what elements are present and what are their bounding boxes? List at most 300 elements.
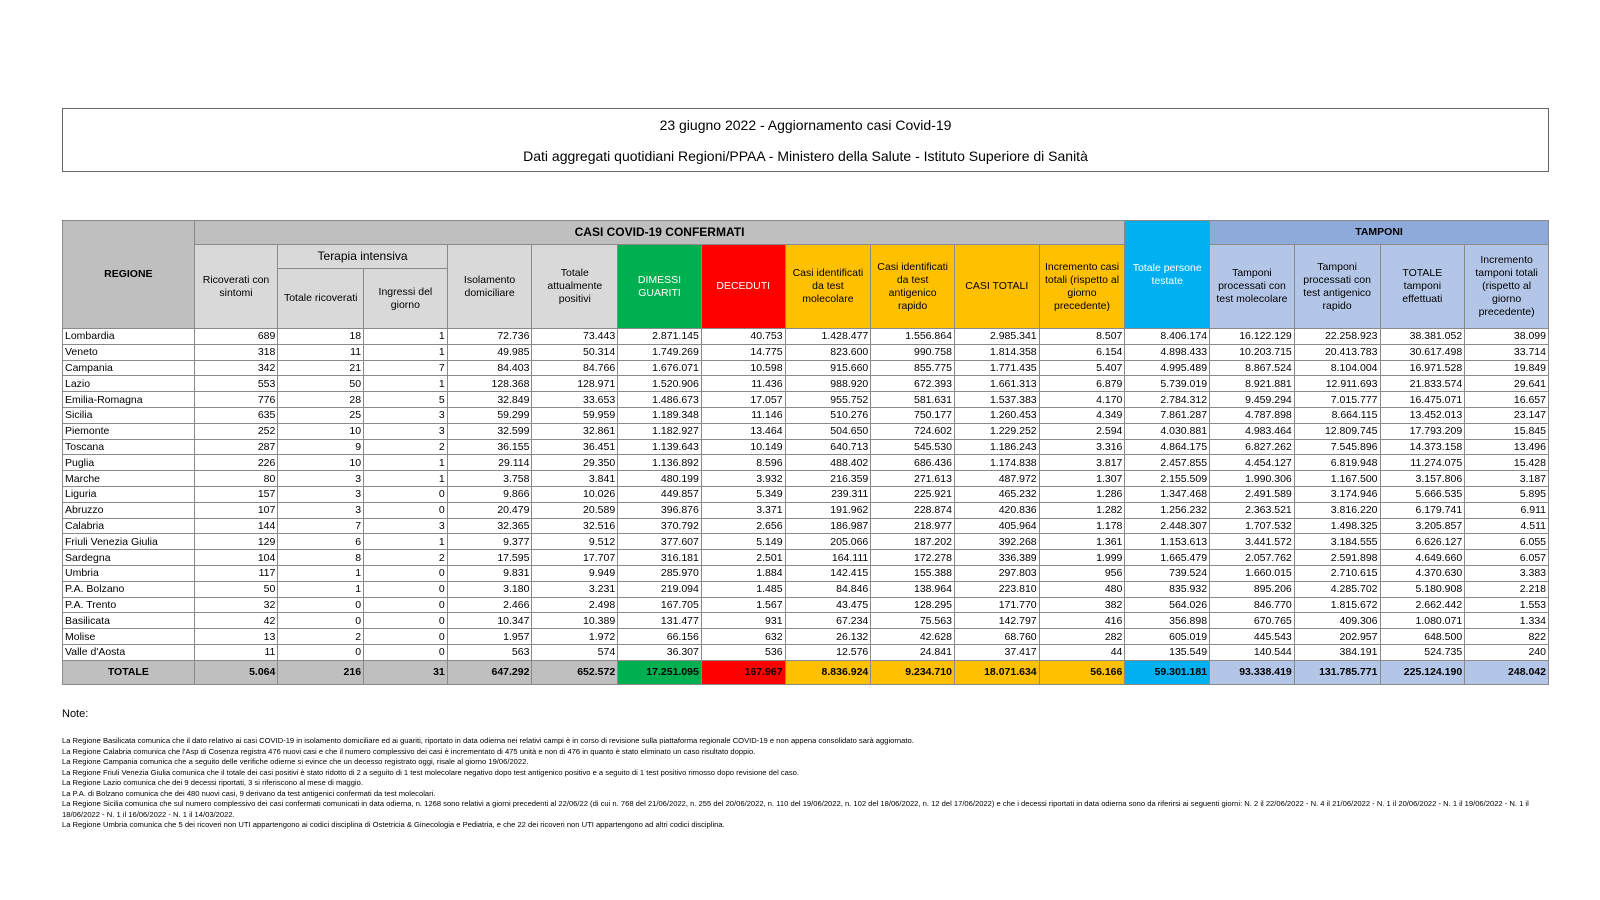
table-cell: 17.057 [701,392,785,408]
table-cell: 172.278 [871,550,955,566]
table-cell: 487.972 [954,471,1039,487]
table-row [63,407,1549,423]
table-cell: 581.631 [871,392,955,408]
region-cell: Piemonte [63,423,195,439]
table-cell: 3.316 [1039,439,1125,455]
table-cell: 26.132 [785,629,871,645]
table-cell: 8 [278,550,364,566]
table-cell: 835.932 [1125,581,1210,597]
table-cell: 3 [278,486,364,502]
table-cell: 316.181 [618,550,702,566]
table-cell: 68.760 [954,629,1039,645]
table-cell: 10.347 [447,613,532,629]
table-row [63,344,1549,360]
table-cell: 59.959 [532,407,618,423]
table-cell: 226 [194,455,278,471]
table-cell: 18 [278,329,364,345]
table-cell: 3.383 [1465,565,1549,581]
table-cell: 8.867.524 [1210,360,1295,376]
table-cell: 445.543 [1210,629,1295,645]
table-cell: 3.231 [532,581,618,597]
table-cell: 465.232 [954,486,1039,502]
table-cell: 1.189.348 [618,407,702,423]
table-cell: 739.524 [1125,565,1210,581]
table-cell: 988.920 [785,376,871,392]
table-cell: 1.347.468 [1125,486,1210,502]
region-cell: Campania [63,360,195,376]
note-line: La Regione Campania comunica che a seguito delle verifiche odierne si evince che un decesso registrato oggi, risale al giorno 19/06/2022. [62,757,529,766]
table-cell: 2.501 [701,550,785,566]
table-cell: 1.485 [701,581,785,597]
table-cell: 66.156 [618,629,702,645]
table-cell: 16.122.129 [1210,329,1295,345]
table-cell: 370.792 [618,518,702,534]
table-cell: 219.094 [618,581,702,597]
table-cell: 5.407 [1039,360,1125,376]
region-cell: Veneto [63,344,195,360]
table-cell: 2.662.442 [1380,597,1465,613]
table-cell: 574 [532,644,618,660]
table-cell: 11 [278,344,364,360]
table-cell: 6.819.948 [1294,455,1380,471]
table-cell: 1.153.613 [1125,534,1210,550]
table-cell: 2.155.509 [1125,471,1210,487]
table-cell: 1.136.892 [618,455,702,471]
table-cell: 776 [194,392,278,408]
table-cell: 510.276 [785,407,871,423]
table-cell: 488.402 [785,455,871,471]
table-cell: 38.099 [1465,329,1549,345]
table-cell: 131.477 [618,613,702,629]
table-cell: 9.377 [447,534,532,550]
table-cell: 8.507 [1039,329,1125,345]
table-cell: 4.454.127 [1210,455,1295,471]
table-cell: 16.657 [1465,392,1549,408]
note-line: La Regione Friuli Venezia Giulia comunica che il totale dei casi positivi è stato ridotto di 2 a seguito di 1 test molecolare negativo dopo test antigenico positivo e a seguito di 1 test positivo rimosso dopo revisione del caso. [62,767,800,777]
table-cell: 1.334 [1465,613,1549,629]
total-cell: 131.785.771 [1294,660,1380,684]
col-attualmente-positivi-header: Totale attualmente positivi [532,245,618,329]
table-cell: 6.179.741 [1380,502,1465,518]
col-ti-ingressi-header: Ingressi del giorno [364,269,448,329]
table-cell: 1 [364,471,448,487]
table-cell: 2 [364,550,448,566]
table-cell: 1.167.500 [1294,471,1380,487]
table-cell: 4.649.660 [1380,550,1465,566]
table-cell: 240 [1465,644,1549,660]
table-cell: 167.705 [618,597,702,613]
table-cell: 32.861 [532,423,618,439]
table-cell: 186.987 [785,518,871,534]
table-cell: 8.664.115 [1294,407,1380,423]
table-cell: 25 [278,407,364,423]
table-cell: 356.898 [1125,613,1210,629]
region-cell: Puglia [63,455,195,471]
table-row [63,581,1549,597]
table-row [63,565,1549,581]
table-cell: 3 [278,471,364,487]
region-cell: Emilia-Romagna [63,392,195,408]
table-cell: 0 [364,565,448,581]
col-tamponi-antigenico-header: Tamponi processati con test antigenico rapido [1294,245,1380,329]
table-cell: 0 [278,644,364,660]
table-cell: 480 [1039,581,1125,597]
table-cell: 536 [701,644,785,660]
table-cell: 36.451 [532,439,618,455]
region-cell: Umbria [63,565,195,581]
table-cell: 6.911 [1465,502,1549,518]
table-cell: 480.199 [618,471,702,487]
region-cell: P.A. Bolzano [63,581,195,597]
table-cell: 17.707 [532,550,618,566]
table-cell: 605.019 [1125,629,1210,645]
table-cell: 155.388 [871,565,955,581]
notes-heading: Note: [62,708,89,720]
col-guariti-header: DIMESSI GUARITI [618,245,702,329]
table-cell: 1.080.071 [1380,613,1465,629]
table-cell: 8.921.881 [1210,376,1295,392]
total-cell: 248.042 [1465,660,1549,684]
table-cell: 16.475.071 [1380,392,1465,408]
table-cell: 10 [278,455,364,471]
table-cell: 1.707.532 [1210,518,1295,534]
table-cell: 59.299 [447,407,532,423]
region-cell: Sicilia [63,407,195,423]
table-cell: 15.845 [1465,423,1549,439]
table-cell: 382 [1039,597,1125,613]
total-cell: 17.251.095 [618,660,702,684]
table-cell: 0 [364,581,448,597]
col-deceduti-header: DECEDUTI [701,245,785,329]
table-cell: 13 [194,629,278,645]
table-row [63,502,1549,518]
table-cell: 1.553 [1465,597,1549,613]
table-cell: 956 [1039,565,1125,581]
table-cell: 7 [364,360,448,376]
table-cell: 449.857 [618,486,702,502]
table-cell: 16.971.528 [1380,360,1465,376]
table-cell: 1 [364,329,448,345]
table-cell: 13.464 [701,423,785,439]
table-cell: 2.710.615 [1294,565,1380,581]
table-cell: 37.417 [954,644,1039,660]
table-cell: 2 [278,629,364,645]
table-cell: 672.393 [871,376,955,392]
table-cell: 205.066 [785,534,871,550]
table-cell: 1 [364,455,448,471]
table-cell: 38.381.052 [1380,329,1465,345]
region-cell: Calabria [63,518,195,534]
table-cell: 6.154 [1039,344,1125,360]
table-cell: 10.149 [701,439,785,455]
table-cell: 287 [194,439,278,455]
note-line: La Regione Lazio comunica che dei 9 decessi riportati, 3 si riferiscono al mese di maggio. [62,778,363,787]
table-cell: 1 [278,581,364,597]
table-cell: 5.180.908 [1380,581,1465,597]
region-cell: Lombardia [63,329,195,345]
table-cell: 67.234 [785,613,871,629]
table-cell: 5 [364,392,448,408]
table-cell: 42.628 [871,629,955,645]
table-cell: 42 [194,613,278,629]
table-cell: 1.286 [1039,486,1125,502]
table-cell: 32.516 [532,518,618,534]
col-casi-totali-header: CASI TOTALI [954,245,1039,329]
table-cell: 1.676.071 [618,360,702,376]
table-cell: 405.964 [954,518,1039,534]
table-cell: 3 [364,518,448,534]
table-cell: 689 [194,329,278,345]
table-cell: 128.971 [532,376,618,392]
total-cell: 31 [364,660,448,684]
table-row [63,486,1549,502]
table-cell: 377.607 [618,534,702,550]
table-cell: 553 [194,376,278,392]
total-cell: 59.301.181 [1125,660,1210,684]
table-cell: 10.389 [532,613,618,629]
table-cell: 17.793.209 [1380,423,1465,439]
table-cell: 504.650 [785,423,871,439]
table-cell: 84.766 [532,360,618,376]
table-cell: 4.864.175 [1125,439,1210,455]
table-cell: 7 [278,518,364,534]
table-cell: 915.660 [785,360,871,376]
table-cell: 0 [364,502,448,518]
table-cell: 545.530 [871,439,955,455]
table-cell: 2.057.762 [1210,550,1295,566]
table-cell: 28 [278,392,364,408]
col-regione-header: REGIONE [63,221,195,329]
table-cell: 157 [194,486,278,502]
table-cell: 228.874 [871,502,955,518]
table-cell: 3 [364,407,448,423]
table-cell: 1.182.927 [618,423,702,439]
table-cell: 3.157.806 [1380,471,1465,487]
col-tamponi-molecolare-header: Tamponi processati con test molecolare [1210,245,1295,329]
table-cell: 8.406.174 [1125,329,1210,345]
total-cell: 647.292 [447,660,532,684]
table-cell: 33.714 [1465,344,1549,360]
table-cell: 6.057 [1465,550,1549,566]
table-cell: 1.665.479 [1125,550,1210,566]
region-cell: Toscana [63,439,195,455]
table-cell: 33.653 [532,392,618,408]
table-cell: 32.365 [447,518,532,534]
table-cell: 2.594 [1039,423,1125,439]
table-cell: 564.026 [1125,597,1210,613]
table-cell: 32.849 [447,392,532,408]
table-cell: 2.784.312 [1125,392,1210,408]
table-row [63,613,1549,629]
table-cell: 392.268 [954,534,1039,550]
note-line: La P.A. di Bolzano comunica che dei 480 nuovi casi, 9 derivano da test antigenici confermati da test molecolari. [62,788,436,798]
table-cell: 409.306 [1294,613,1380,629]
table-cell: 29.641 [1465,376,1549,392]
table-cell: 15.428 [1465,455,1549,471]
table-cell: 1.361 [1039,534,1125,550]
table-row [63,329,1549,345]
table-cell: 23.147 [1465,407,1549,423]
table-cell: 218.977 [871,518,955,534]
table-cell: 648.500 [1380,629,1465,645]
table-cell: 1.999 [1039,550,1125,566]
table-cell: 29.114 [447,455,532,471]
table-cell: 0 [364,644,448,660]
note-line: La Regione Umbria comunica che 5 dei ricoveri non UTI appartengono ai codici disciplina di Ostetricia & Ginecologia e Pediatria, e che 22 dei ricoveri non UTI appartengono ad altri codici disciplina. [62,820,725,829]
table-cell: 336.389 [954,550,1039,566]
table-cell: 855.775 [871,360,955,376]
table-cell: 223.810 [954,581,1039,597]
table-cell: 416 [1039,613,1125,629]
table-cell: 4.983.464 [1210,423,1295,439]
table-cell: 0 [278,597,364,613]
total-cell: 93.338.419 [1210,660,1295,684]
table-cell: 2.466 [447,597,532,613]
table-cell: 3.816.220 [1294,502,1380,518]
table-cell: 640.713 [785,439,871,455]
region-cell: P.A. Trento [63,597,195,613]
total-cell: 216 [278,660,364,684]
table-cell: 19.849 [1465,360,1549,376]
table-cell: 20.589 [532,502,618,518]
table-cell: 12.809.745 [1294,423,1380,439]
table-cell: 2 [364,439,448,455]
table-cell: 72.736 [447,329,532,345]
table-cell: 396.876 [618,502,702,518]
table-cell: 239.311 [785,486,871,502]
table-cell: 2.491.589 [1210,486,1295,502]
table-cell: 22.258.923 [1294,329,1380,345]
region-cell: Friuli Venezia Giulia [63,534,195,550]
table-cell: 1.229.252 [954,423,1039,439]
table-cell: 2.591.898 [1294,550,1380,566]
table-row [63,597,1549,613]
table-cell: 171.770 [954,597,1039,613]
table-cell: 11.436 [701,376,785,392]
table-cell: 11 [194,644,278,660]
table-cell: 24.841 [871,644,955,660]
table-cell: 3.184.555 [1294,534,1380,550]
table-cell: 1.661.313 [954,376,1039,392]
table-cell: 21.833.574 [1380,376,1465,392]
total-cell: 225.124.190 [1380,660,1465,684]
table-cell: 5.149 [701,534,785,550]
table-cell: 135.549 [1125,644,1210,660]
table-cell: 0 [364,613,448,629]
col-persone-testate-header: Totale persone testate [1125,221,1210,329]
covid-data-table [62,220,1549,685]
table-cell: 5.895 [1465,486,1549,502]
table-cell: 2.363.521 [1210,502,1295,518]
table-cell: 3.180 [447,581,532,597]
table-cell: 225.921 [871,486,955,502]
notes-list [62,736,1552,831]
table-cell: 823.600 [785,344,871,360]
table-cell: 1 [278,565,364,581]
table-cell: 11.274.075 [1380,455,1465,471]
table-cell: 107 [194,502,278,518]
total-cell: 9.234.710 [871,660,955,684]
table-cell: 2.871.145 [618,329,702,345]
table-cell: 1.567 [701,597,785,613]
table-row [63,471,1549,487]
table-cell: 3.817 [1039,455,1125,471]
total-cell: 56.166 [1039,660,1125,684]
table-cell: 75.563 [871,613,955,629]
table-cell: 3.441.572 [1210,534,1295,550]
table-cell: 1 [364,534,448,550]
table-cell: 524.735 [1380,644,1465,660]
table-cell: 6.626.127 [1380,534,1465,550]
table-cell: 164.111 [785,550,871,566]
table-row [63,534,1549,550]
table-cell: 635 [194,407,278,423]
table-cell: 420.836 [954,502,1039,518]
table-cell: 187.202 [871,534,955,550]
table-cell: 2.218 [1465,581,1549,597]
table-cell: 11.146 [701,407,785,423]
table-cell: 14.775 [701,344,785,360]
table-cell: 632 [701,629,785,645]
table-cell: 4.787.898 [1210,407,1295,423]
region-cell: Valle d'Aosta [63,644,195,660]
table-cell: 384.191 [1294,644,1380,660]
table-cell: 3.371 [701,502,785,518]
table-cell: 1.556.864 [871,329,955,345]
table-cell: 2.448.307 [1125,518,1210,534]
table-cell: 4.370.630 [1380,565,1465,581]
table-cell: 4.030.881 [1125,423,1210,439]
table-cell: 138.964 [871,581,955,597]
table-cell: 50 [278,376,364,392]
region-cell: Abruzzo [63,502,195,518]
col-incremento-casi-header: Incremento casi totali (rispetto al giorno precedente) [1039,245,1125,329]
table-cell: 13.496 [1465,439,1549,455]
table-cell: 7.545.896 [1294,439,1380,455]
table-row [63,423,1549,439]
col-isolamento-header: Isolamento domiciliare [447,245,532,329]
table-cell: 670.765 [1210,613,1295,629]
table-cell: 1.428.477 [785,329,871,345]
col-antigenico-header: Casi identificati da test antigenico rapido [871,245,955,329]
table-cell: 1.771.435 [954,360,1039,376]
table-cell: 13.452.013 [1380,407,1465,423]
total-label: TOTALE [63,660,195,684]
table-cell: 563 [447,644,532,660]
table-cell: 1.260.453 [954,407,1039,423]
table-row [63,518,1549,534]
table-cell: 10.026 [532,486,618,502]
table-cell: 252 [194,423,278,439]
table-cell: 36.155 [447,439,532,455]
table-row [63,439,1549,455]
table-cell: 0 [364,486,448,502]
table-cell: 1.520.906 [618,376,702,392]
table-cell: 1 [364,344,448,360]
table-cell: 6.879 [1039,376,1125,392]
table-cell: 1.498.325 [1294,518,1380,534]
table-cell: 3.205.857 [1380,518,1465,534]
table-row [63,455,1549,471]
table-cell: 822 [1465,629,1549,645]
table-cell: 3.187 [1465,471,1549,487]
table-cell: 3 [364,423,448,439]
table-cell: 9.512 [532,534,618,550]
region-cell: Molise [63,629,195,645]
table-cell: 17.595 [447,550,532,566]
table-cell: 3.932 [701,471,785,487]
table-cell: 955.752 [785,392,871,408]
